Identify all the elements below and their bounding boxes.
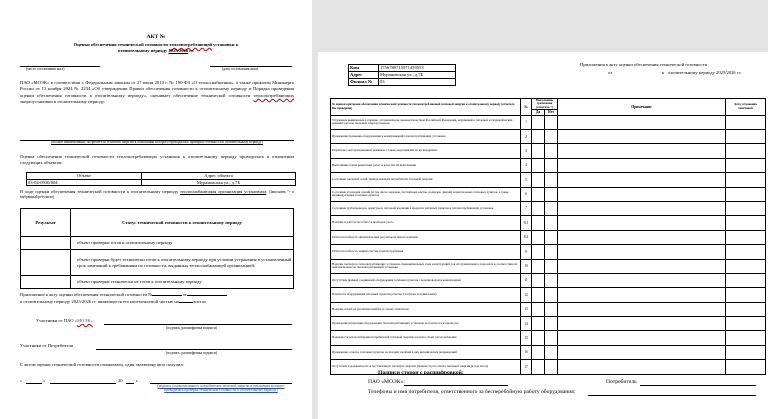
sig-phone-line <box>588 395 756 396</box>
requirement-note-cell[interactable] <box>558 201 726 215</box>
requirement-yes-cell[interactable] <box>532 302 545 316</box>
moek-signature-line <box>104 324 292 325</box>
requirement-note-cell[interactable] <box>558 345 726 359</box>
received-sign-caption: (подпись уполномоченного потребителем тепловой энергии в отношении которого проводилась проверка технической готовности к отопительному периоду) <box>157 384 285 393</box>
subtitle-period-text: отопительному периоду <box>117 48 169 53</box>
requirement-text: Состояние тепловых сетей, принадлежащих потребителю тепловой энергии <box>331 173 521 187</box>
col-date-header: Дата устранения замечаний <box>726 99 766 116</box>
requirement-yes-cell[interactable] <box>532 144 545 158</box>
requirement-yes-cell[interactable] <box>532 216 545 230</box>
info-value-kim: 1756780715071459553 <box>379 65 456 72</box>
requirement-no-cell[interactable] <box>545 331 558 345</box>
year-g: г. <box>136 378 139 383</box>
day-line <box>26 383 42 384</box>
moek-participants-label: Участники от ПАО « <box>36 318 77 323</box>
requirement-date-cell[interactable] <box>726 273 766 287</box>
requirement-yes-cell[interactable] <box>532 130 545 144</box>
requirement-text: Наличие и работоспособность приборов учета <box>331 216 521 230</box>
requirement-yes-cell[interactable] <box>532 345 545 359</box>
moek-sign-caption: (подпись, расшифровка подписи) <box>166 326 218 330</box>
sig-consumer-label: Потребитель <box>606 379 637 385</box>
month-line <box>50 383 116 384</box>
requirement-num: 6 <box>521 187 532 201</box>
appendix-page <box>318 52 768 419</box>
appendix-ref-line2 <box>20 299 206 305</box>
requirement-row <box>331 259 766 273</box>
requirement-date-cell[interactable] <box>726 187 766 201</box>
requirement-num: 17 <box>521 360 532 374</box>
consumer-name-caption: (полное наименование потребителя тепловой энергии в отношении которого проводилась проверка готовности к отопительному периоду) <box>51 140 263 144</box>
requirement-row <box>331 288 766 302</box>
requirement-note-cell[interactable] <box>558 158 726 172</box>
requirement-date-cell[interactable] <box>726 245 766 259</box>
requirement-yes-cell[interactable] <box>532 173 545 187</box>
requirement-note-cell[interactable] <box>558 115 726 129</box>
requirement-num: 1 <box>521 115 532 129</box>
requirement-date-cell[interactable] <box>726 360 766 374</box>
requirement-yes-cell[interactable] <box>532 273 545 287</box>
intro-text-end: энергоустановки к отопительному периоду: <box>20 99 106 105</box>
requirement-note-cell[interactable] <box>558 331 726 345</box>
subtitle-text: Оценки обеспечения технической готовности <box>73 42 170 47</box>
consumer-signature-line <box>96 349 292 350</box>
requirement-row <box>331 345 766 359</box>
requirement-note-cell[interactable] <box>558 230 726 244</box>
objects-header-address: Адрес объекта <box>142 173 296 180</box>
requirement-note-cell[interactable] <box>558 216 726 230</box>
requirement-no-cell[interactable] <box>545 187 558 201</box>
requirement-note-cell[interactable] <box>558 187 726 201</box>
requirement-note-cell[interactable] <box>558 360 726 374</box>
requirement-text: Отсутствие прямых соединений оборудования тепловых пунктов с водопроводом и канализацией <box>331 273 521 287</box>
year-prefix: 20 <box>118 378 123 383</box>
requirement-no-cell[interactable] <box>545 302 558 316</box>
object-code: 03-04-0930/004 <box>27 179 142 186</box>
info-value-address: Мурановская ул., д.7Б <box>379 72 456 79</box>
objects-header-object: Объект <box>27 173 142 180</box>
date-close-quote: » <box>43 378 46 383</box>
requirement-yes-cell[interactable] <box>532 288 545 302</box>
findings-text: В ходе оценки обеспечения технической готовности к отопительному периоду <box>20 189 181 194</box>
requirement-text: Выполнение плана ремонтных работ и качество их выполнения <box>331 158 521 172</box>
requirement-num: 16 <box>521 345 532 359</box>
result-cell-conditional[interactable] <box>21 250 71 276</box>
requirement-num: 10 <box>521 259 532 273</box>
requirement-text: Надежность теплоснабжения потребителей тепловой энергии согласно схеме теплоснабжения <box>331 331 521 345</box>
requirement-num: 15 <box>521 331 532 345</box>
requirement-yes-cell[interactable] <box>532 230 545 244</box>
requirement-date-cell[interactable] <box>726 230 766 244</box>
requirement-no-cell[interactable] <box>545 201 558 215</box>
requirement-row <box>331 317 766 331</box>
year-line <box>126 383 134 384</box>
requirement-row <box>331 158 766 172</box>
requirement-row <box>331 144 766 158</box>
requirement-num: 11 <box>521 273 532 287</box>
col-requirement-header: № оценки критериев обеспечения технической готовности теплопотребляющей тепловой энергии к отопительному периоду (отметьте Вы проверено) <box>331 99 521 116</box>
appendix-header-ot: от <box>608 70 613 75</box>
requirement-row <box>331 187 766 201</box>
requirement-row <box>331 130 766 144</box>
requirement-no-cell[interactable] <box>545 245 558 259</box>
requirement-no-cell[interactable] <box>545 115 558 129</box>
moek-participants <box>36 318 93 324</box>
requirement-note-cell[interactable] <box>558 245 726 259</box>
requirement-num: 8.1 <box>521 216 532 230</box>
requirement-date-cell[interactable] <box>726 115 766 129</box>
sig-moek-line <box>404 385 508 386</box>
sig-moek-label: ПАО «МОЭК»: <box>368 379 405 385</box>
requirement-date-cell[interactable] <box>726 158 766 172</box>
appendix-ref-from: от <box>182 292 187 297</box>
consumer-sign-caption: (подпись, расшифровка подписи) <box>166 351 218 355</box>
appendix-ref-line1 <box>20 292 227 298</box>
requirement-note-cell[interactable] <box>558 259 726 273</box>
result-ready: объект проверки готов к отопительному периоду <box>71 237 294 250</box>
col-done-header: Выполнение требования (отметить +) <box>532 99 558 110</box>
requirement-num: 4 <box>521 158 532 172</box>
intro-text: ПАО «МОЭК» в соответствии с Федеральным законом от 27 июля 2010 г. № 190-ФЗ «О теплоснабжении», а также приказом Минэнерго России от 13 ноября 2024 № 2234 «Об утверждении Правил обеспечения готовности к отопительному периоду и Порядка проведения оценки обеспечения готовности к отопительному периоду», оценивает обеспечение технической готовности <box>20 80 294 98</box>
date-caption: (дата составления акта) <box>222 67 259 71</box>
moek-participants-org: МОЭК» <box>76 318 93 323</box>
requirement-no-cell[interactable] <box>545 130 558 144</box>
requirement-note-cell[interactable] <box>558 273 726 287</box>
requirement-text: Состояние трубопроводов, арматуры и тепловой изоляции в пределах тепловых пунктов и теплопотребляющих установок <box>331 201 521 215</box>
requirement-no-cell[interactable] <box>545 144 558 158</box>
requirement-text: Плотность оборудования тепловых пунктов (отметка 0 и прочее и примечание) <box>331 288 521 302</box>
requirement-text: Наличие паспортов теплопотребляющих установок, принципиальных схем и инструкций для обслуживающего персонала и соответствие их действительности теплопотребляющей установки <box>331 259 521 273</box>
requirement-row <box>331 115 766 129</box>
appendix-ref-period: к отопительному периоду 2025/2026 гг. являющееся его неотъемлемой частью на <box>20 299 179 304</box>
requirement-date-cell[interactable] <box>726 216 766 230</box>
requirement-no-cell[interactable] <box>545 317 558 331</box>
requirement-yes-cell[interactable] <box>532 317 545 331</box>
requirement-no-cell[interactable] <box>545 173 558 187</box>
requirement-note-cell[interactable] <box>558 144 726 158</box>
info-label-branch: Филиал № <box>349 79 379 86</box>
objects-paragraph: Оценка обеспечения технической готовности теплопотребляющих установок к отопительному периоду проводилась в отношении следующих объектов: <box>20 154 294 166</box>
col-no-header: Нет <box>545 110 558 115</box>
act-subtitle-line2 <box>0 48 312 54</box>
requirement-yes-cell[interactable] <box>532 115 545 129</box>
requirement-row <box>331 230 766 244</box>
col-yes-header: Да <box>532 110 545 115</box>
requirement-note-cell[interactable] <box>558 288 726 302</box>
subtitle-period-end: гг. <box>188 48 195 53</box>
sig-consumer-line <box>640 385 756 386</box>
col-num-header: № <box>521 99 532 116</box>
requirement-num: 12 <box>521 288 532 302</box>
sheets-count-line <box>179 302 193 303</box>
requirement-num: 2 <box>521 130 532 144</box>
requirement-no-cell[interactable] <box>545 273 558 287</box>
act-title: АКТ № <box>146 34 166 40</box>
requirement-no-cell[interactable] <box>545 360 558 374</box>
subtitle-text-end: установки к <box>212 42 239 47</box>
requirement-no-cell[interactable] <box>545 216 558 230</box>
appendix-header-period: отопительному периоду 2025/2026 гг. <box>668 70 742 75</box>
requirement-text: Разработка эксплуатационных режимов, а также мероприятий по их внедрению <box>331 144 521 158</box>
findings-instruction: : (Заполнить "+ в выбранный результат) <box>20 190 294 200</box>
requirement-yes-cell[interactable] <box>532 245 545 259</box>
requirement-text: Работоспособность автоматических регуляторов при их наличии <box>331 230 521 244</box>
requirement-date-cell[interactable] <box>726 302 766 316</box>
requirement-text: Проведение осмотра тепловых пунктов на предмет наличия в них механических повреждений <box>331 345 521 359</box>
date-open-quote: « <box>20 378 23 383</box>
appendix-date-line <box>187 295 227 296</box>
requirement-no-cell[interactable] <box>545 288 558 302</box>
intro-highlight: теплопотребляющих <box>253 92 294 98</box>
requirement-text: Отсутствие задолженности за поставленную тепловую энергию (мощность) по оплате тепловой энергии (в том числе) <box>331 360 521 374</box>
subtitle-highlight: теплопотребляющей <box>169 42 213 47</box>
requirement-yes-cell[interactable] <box>532 259 545 273</box>
requirement-note-cell[interactable] <box>558 317 726 331</box>
findings-paragraph <box>20 189 294 200</box>
signatures-title: Подписи сторон с расшифровкой: <box>378 370 464 376</box>
subtitle-period-years: 2025/2026 <box>168 48 189 53</box>
requirement-row <box>331 302 766 316</box>
requirement-date-cell[interactable] <box>726 259 766 273</box>
requirement-no-cell[interactable] <box>545 158 558 172</box>
requirement-text: Проведение промывки оборудования и коммуникаций теплопотребляющих установок <box>331 130 521 144</box>
requirement-num: 9 <box>521 245 532 259</box>
info-label-address: Адрес <box>349 72 379 79</box>
requirement-row <box>331 273 766 287</box>
requirements-rows <box>331 115 766 374</box>
requirement-row <box>331 201 766 215</box>
info-value-branch: 03 <box>379 79 456 86</box>
requirement-yes-cell[interactable] <box>532 187 545 201</box>
object-address: Мурановская ул., д.7Б <box>142 179 296 186</box>
result-cell-not-ready[interactable] <box>21 276 71 289</box>
findings-underlined: теплоснабжающая организация установила <box>180 189 267 194</box>
requirement-date-cell[interactable] <box>726 331 766 345</box>
objects-table <box>26 172 296 186</box>
requirements-table <box>330 98 766 375</box>
results-table <box>20 208 294 289</box>
requirement-row <box>331 245 766 259</box>
result-not-ready: объект проверки технически не готов к отопительному периоду <box>71 276 294 289</box>
requirement-yes-cell[interactable] <box>532 201 545 215</box>
requirement-no-cell[interactable] <box>545 230 558 244</box>
received-text: С актом оценки технической готовности ознакомлен, один экземпляр акта получил: <box>20 362 184 367</box>
col-note-header: Примечание <box>558 99 726 116</box>
requirement-no-cell[interactable] <box>545 259 558 273</box>
requirement-num: 13 <box>521 302 532 316</box>
requirement-note-cell[interactable] <box>558 130 726 144</box>
requirement-num: 5 <box>521 173 532 187</box>
requirement-text: Состояние утепления зданий (и том числе чердаков, лестничных клеток, подвалов, дверей) и центральных тепловых пунктов, а также индивидуальных тепловых пунктов <box>331 187 521 201</box>
requirement-text: Наличие пломб на расчетных шайбах и соплах элеваторов <box>331 302 521 316</box>
requirement-num: 8.2 <box>521 230 532 244</box>
appendix-info-table <box>348 64 456 86</box>
requirement-yes-cell[interactable] <box>532 331 545 345</box>
appendix-ref-sheets: листах <box>192 299 207 304</box>
requirement-date-cell[interactable] <box>726 130 766 144</box>
requirement-date-cell[interactable] <box>726 201 766 215</box>
result-cell-ready[interactable] <box>21 237 71 250</box>
appendix-header-line1: Приложения к акту оценки обеспечения технической готовности <box>580 62 708 67</box>
requirement-note-cell[interactable] <box>558 302 726 316</box>
requirement-num: 3 <box>521 144 532 158</box>
requirement-yes-cell[interactable] <box>532 360 545 374</box>
intro-paragraph <box>20 80 294 106</box>
consumer-participants: Участники от Потребителя <box>20 343 73 348</box>
requirement-num: 7 <box>521 201 532 215</box>
info-label-kim: Ким <box>349 65 379 72</box>
requirement-date-cell[interactable] <box>726 173 766 187</box>
appendix-header-k: к <box>662 70 665 75</box>
requirement-num: 14 <box>521 317 532 331</box>
act-subtitle-line1 <box>0 42 312 48</box>
appendix-ref-text: Приложение к акту оценки обеспечения технической готовности № <box>20 292 153 297</box>
requirement-row <box>331 216 766 230</box>
requirement-row <box>331 173 766 187</box>
requirement-date-cell[interactable] <box>726 317 766 331</box>
sig-phone-label: Телефоны и имя потребителя, ответственного за бесперебойную работу оборудования: <box>368 389 576 395</box>
requirement-no-cell[interactable] <box>545 345 558 359</box>
requirement-text: Устранение выявленных в порядке, установленном законодательством Российской Федерации, нарушений в тепловых и гидравлических режимах работы тепловых энергоустановок <box>331 115 521 129</box>
requirement-text: Проведение испытания оборудования теплопотребляющих установок на плотность и прочность <box>331 317 521 331</box>
requirement-note-cell[interactable] <box>558 173 726 187</box>
requirement-date-cell[interactable] <box>726 144 766 158</box>
requirement-row <box>331 331 766 345</box>
appendix-number-line <box>152 295 182 296</box>
act-page <box>0 0 312 419</box>
requirement-date-cell[interactable] <box>726 288 766 302</box>
results-header-status: Статус технической готовности к отопительному периоду <box>71 209 294 237</box>
requirement-text: Работоспособность защиты систем теплопотребления <box>331 245 521 259</box>
requirement-yes-cell[interactable] <box>532 158 545 172</box>
result-conditional: объект проверки будет технически готов к отопительному периоду при условии устранения в установленный срок замечаний к требованиям по готовности, выданных теплоснабжающей организацией; <box>71 250 294 276</box>
results-header-result: Результат <box>21 209 71 237</box>
requirement-date-cell[interactable] <box>726 345 766 359</box>
place-caption: (место составления акта) <box>26 67 65 71</box>
